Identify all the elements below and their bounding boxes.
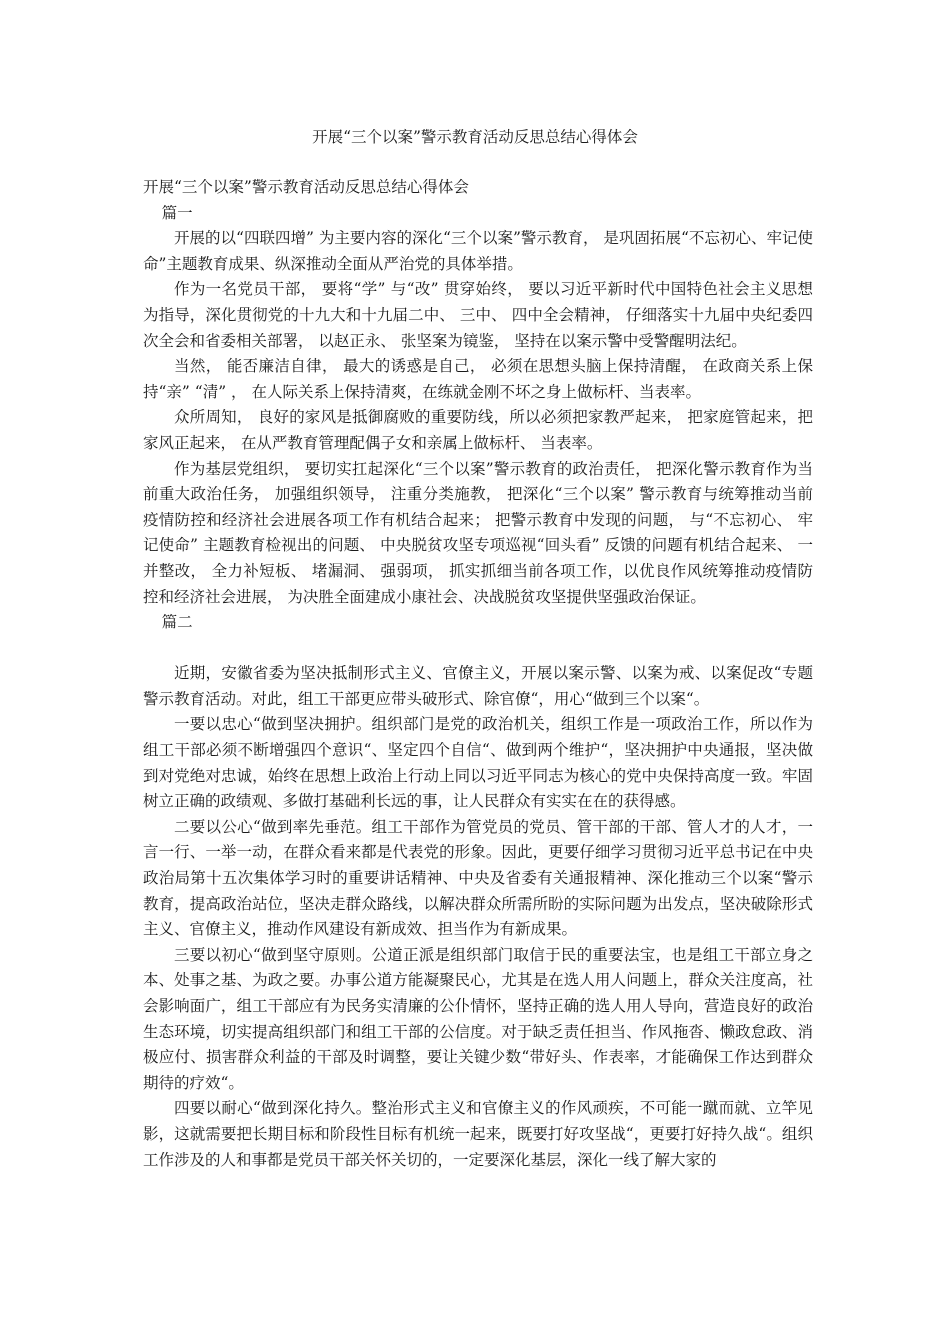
paragraph: 二要以公心“做到率先垂范。组工干部作为管党员的党员、管干部的干部、管人才的人才，一言一行、一举一动，在群众看来都是代表党的形象。因此，更要仔细学习贯彻习近平总书记在中央政治局第十五次集体学习时的重要讲话精神、中央及省委有关通报精神、深化推动三个以案“警示教育，提高政治站位，坚决走群众路线，以解决群众所需所盼的实际问题为出发点，坚决破除形式主义、官僚主义，推动作风建设有新成效、担当作为有新成果。: [143, 817, 813, 939]
document-body: [143, 175, 813, 1173]
paragraph: 众所周知， 良好的家风是抵御腐败的重要防线，所以必须把家教严起来， 把家庭管起来，把家风正起来， 在从严教育管理配偶子女和亲属上做标杆、 当表率。: [143, 408, 813, 452]
paragraph: 开展的以“四联四增” 为主要内容的深化“三个以案”警示教育， 是巩固拓展“不忘初心、牢记使命”主题教育成果、纵深推动全面从严治党的具体举措。: [143, 229, 813, 273]
paragraph: 四要以耐心“做到深化持久。整治形式主义和官僚主义的作风顽疾，不可能一蹴而就、立竿见影，这就需要把长期目标和阶段性目标有机统一起来，既要打好攻坚战“，更要打好持久战“。组织工作涉及的人和事都是党员干部关怀关切的，一定要深化基层，深化一线了解大家的: [143, 1099, 813, 1169]
paragraph: 三要以初心“做到坚守原则。公道正派是组织部门取信于民的重要法宝，也是组工干部立身之本、处事之基、为政之要。办事公道方能凝聚民心，尤其是在选人用人问题上，群众关注度高，社会影响面广，组工干部应有为民务实清廉的公仆情怀，坚持正确的选人用人导向，营造良好的政治生态环境，切实提高组织部门和组工干部的公信度。对于缺乏责任担当、作风拖沓、懒政怠政、消极应付、损害群众利益的干部及时调整，要让关键少数“带好头、作表率，才能确保工作达到群众期待的疗效“。: [143, 945, 813, 1092]
paragraph: 一要以忠心“做到坚决拥护。组织部门是党的政治机关，组织工作是一项政治工作，所以作为组工干部必须不断增强四个意识“、坚定四个自信“、做到两个维护“，坚决拥护中央通报，坚决做到对党绝对忠诚，始终在思想上政治上行动上同以习近平同志为核心的党中央保持高度一致。牢固树立正确的政绩观、多做打基础利长远的事，让人民群众有实实在在的获得感。: [143, 715, 813, 811]
paragraph: 作为一名党员干部， 要将“学” 与“改” 贯穿始终， 要以习近平新时代中国特色社会主义思想为指导，深化贯彻党的十九大和十九届二中、 三中、 四中全会精神， 仔细落实十九届中央纪委四次全会和省委相关部署， 以赵正永、 张坚案为镜鉴， 坚持在以案示警中受警醒明法纪。: [143, 280, 813, 350]
section-heading-part1: 篇一: [161, 203, 193, 222]
document-subtitle: 开展“三个以案”警示教育活动反思总结心得体会: [143, 178, 469, 196]
document-title: 开展“三个以案”警示教育活动反思总结心得体会: [312, 128, 638, 146]
blank-line: [143, 636, 813, 662]
paragraph: 近期，安徽省委为坚决抵制形式主义、官僚主义，开展以案示警、以案为戒、以案促改“专题警示教育活动。对此，组工干部更应带头破形式、除官僚“，用心“做到三个以案“。: [143, 664, 813, 708]
paragraph: 作为基层党组织， 要切实扛起深化“三个以案”警示教育的政治责任， 把深化警示教育作为当前重大政治任务， 加强组织领导， 注重分类施教， 把深化“三个以案” 警示教育与统筹推动当前疫情防控和经济社会进展各项工作有机结合起来； 把警示教育中发现的问题， 与“不忘初心、 牢记使命” 主题教育检视出的问题、 中央脱贫攻坚专项巡视“回头看” 反馈的问题有机结合起来、 一并整改， 全力补短板、 堵漏洞、 强弱项， 抓实抓细当前各项工作，以优良作风统筹推动疫情防控和经济社会进展， 为决胜全面建成小康社会、决战脱贫攻坚提供坚强政治保证。: [143, 459, 813, 606]
paragraph: 当然， 能否廉洁自律， 最大的诱惑是自己， 必须在思想头脑上保持清醒， 在政商关系上保持“亲” “清” ， 在人际关系上保持清爽，在练就金刚不坏之身上做标杆、当表率。: [143, 357, 813, 401]
section-heading-part2: 篇二: [161, 613, 193, 632]
